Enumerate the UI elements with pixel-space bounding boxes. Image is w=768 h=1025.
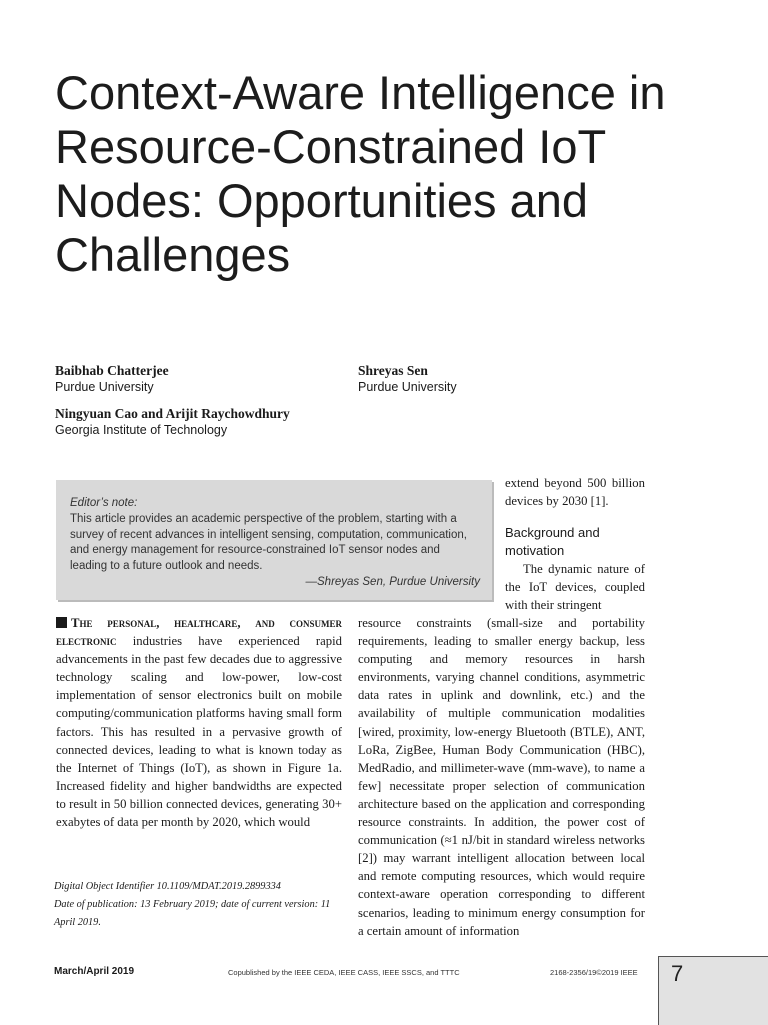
footer-issue: March/April 2019 bbox=[54, 966, 135, 977]
right-column-main-text bbox=[358, 614, 645, 940]
left-column-text bbox=[56, 614, 342, 831]
right-column-top-text bbox=[505, 474, 645, 614]
lead-in-caps: The personal, healthcare, and consumer electronic bbox=[56, 616, 342, 649]
editors-note-signature: —Shreyas Sen, Purdue University bbox=[305, 575, 480, 588]
author-block-cao-raychowdhury bbox=[55, 405, 290, 439]
author-block-sen bbox=[358, 362, 457, 396]
article-title: Context-Aware Intelligence in Resource-Constrained IoT Nodes: Opportunities and Challenges bbox=[55, 66, 666, 281]
editors-note-heading: Editor’s note: bbox=[70, 497, 138, 509]
paragraph-1-text: industries have experienced rapid advancements in the past few decades due to aggressive technology scaling and low-power, low-cost implementation of sensor electronics built on mobile computing/communication platforms having small form factors. This has resulted in a pervasive growth of connected devices, leading to what is known today as the Internet of Things (IoT), as shown in Figure 1a. Increased fidelity and higher bandwidths are expected to result in 50 billion connected devices, generating 30+ exabytes of data per month by 2020, which would bbox=[56, 634, 342, 830]
author-name: Shreyas Sen bbox=[358, 363, 428, 378]
section-heading: Background and motivation bbox=[505, 525, 600, 559]
page-number: 7 bbox=[671, 961, 684, 986]
author-block-chatterjee bbox=[55, 362, 169, 396]
paragraph-2-start: The dynamic nature of the IoT devices, coupled with their stringent bbox=[505, 562, 645, 613]
footnote bbox=[54, 878, 344, 932]
footer-issn: 2168-2356/19©2019 IEEE bbox=[550, 968, 638, 977]
editors-note-content bbox=[70, 496, 480, 591]
footnote-doi: Digital Object Identifier 10.1109/MDAT.2019.2899334 bbox=[54, 881, 281, 892]
author-name: Ningyuan Cao and Arijit Raychowdhury bbox=[55, 406, 290, 421]
section-start-marker bbox=[56, 617, 67, 628]
paragraph-2-text: resource constraints (small-size and portability requirements, leading to smaller energy backup, less computing and memory resources in harsh environments, varying channel conditions, asymmetric data rates in uplink and downlink, etc.) and the availability of multiple communication modalities [wired, proximity, low-energy Bluetooth (BTLE), ANT, LoRa, ZigBee, Human Body Communication (HBC), MedRadio, and millimeter-wave (mm-wave), to name a few] necessitate proper selection of communication architecture based on the application and corresponding resource constraints. In addition, the power cost of communication (≈1 nJ/bit in standard wireless networks [2]) may warrant intelligent allocation between local and remote computing resources, which would require context-aware operation corresponding to different scenarios, leading to minimum energy consumption for a certain amount of information bbox=[358, 616, 645, 938]
author-affiliation: Purdue University bbox=[358, 380, 457, 394]
paragraph-1-continuation: extend beyond 500 billion devices by 2030 [1]. bbox=[505, 476, 645, 509]
author-affiliation: Purdue University bbox=[55, 380, 154, 394]
author-name: Baibhab Chatterjee bbox=[55, 363, 169, 378]
footer-copublish: Copublished by the IEEE CEDA, IEEE CASS, IEEE SSCS, and TTTC bbox=[228, 968, 460, 977]
editors-note-body: This article provides an academic perspective of the problem, starting with a survey of recent advances in intelligent sensing, computation, communication, and energy management for resource-constrained IoT sensor nodes and leading to a future outlook and needs. bbox=[70, 512, 467, 573]
author-affiliation: Georgia Institute of Technology bbox=[55, 423, 228, 437]
page-number-tab bbox=[658, 956, 768, 1025]
editors-note-box bbox=[56, 480, 492, 600]
footnote-dates: Date of publication: 13 February 2019; date of current version: 11 April 2019. bbox=[54, 899, 331, 928]
